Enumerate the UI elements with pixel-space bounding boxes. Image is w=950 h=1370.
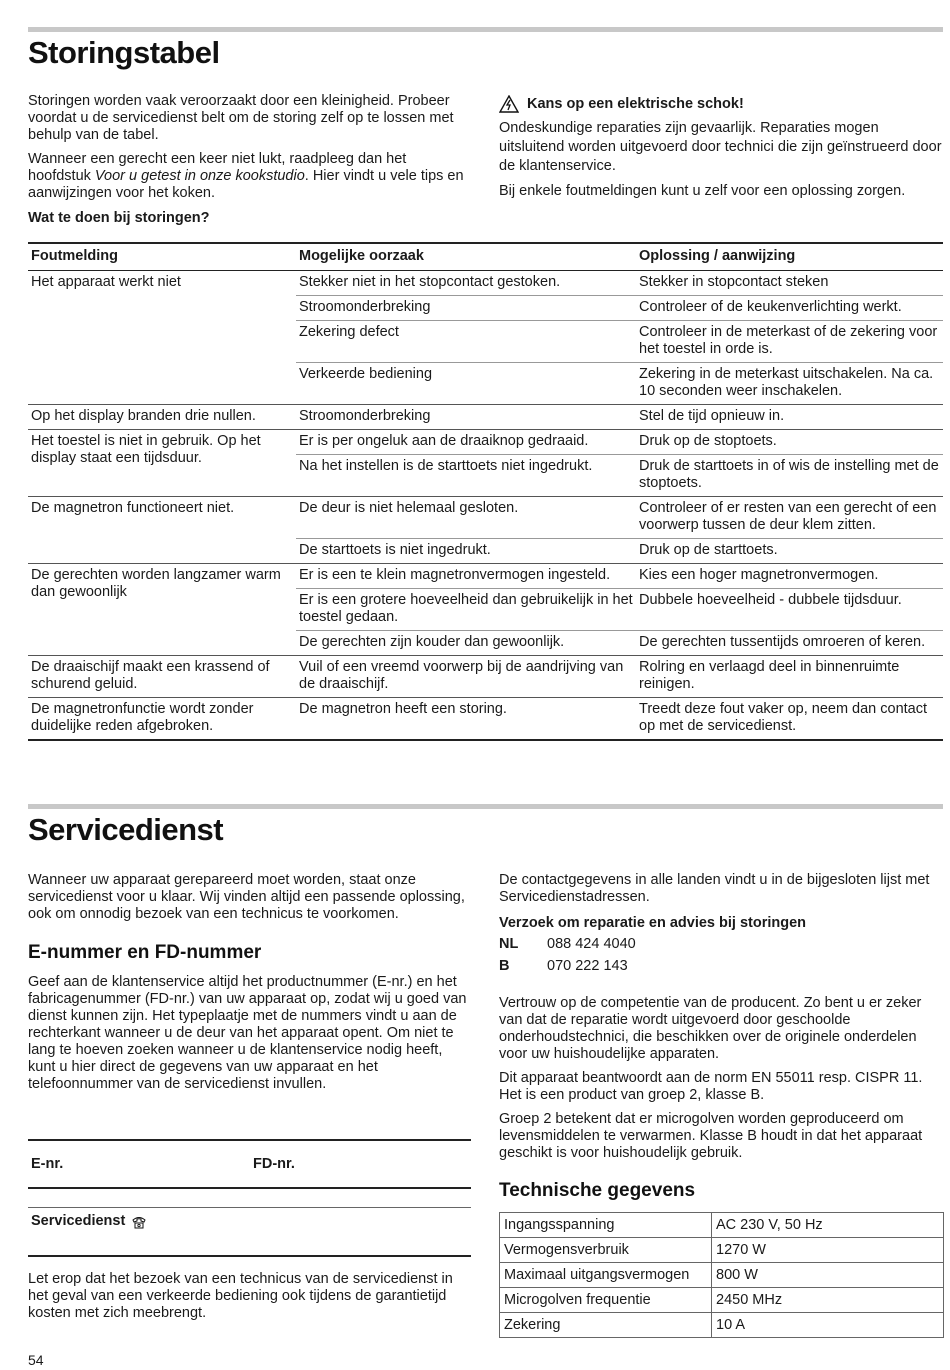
trust-text: Vertrouw op de competentie van de producent. Zo bent u er zeker van dat de reparatie wordt uitgevoerd door geschoolde onderhoudstechnici, die beschikken over de originele onderdelen voor uw huishoudelijke apparaten.: [499, 995, 922, 1062]
contact-row-b: [499, 958, 945, 975]
fault-table: [28, 242, 943, 741]
phone-number: 088 424 4040: [547, 936, 636, 952]
cause-cell: Vuil of een vreemd voorwerp bij de aandrijving van de draaischijf.: [296, 656, 636, 698]
column-header: Mogelijke oorzaak: [296, 243, 636, 271]
table-row: [500, 1238, 944, 1263]
servicedienst-right-column: [499, 872, 945, 1203]
cause-cell: Na het instellen is de starttoets niet ingedrukt.: [296, 455, 636, 497]
cause-cell: Verkeerde bediening: [296, 363, 636, 405]
column-header: Foutmelding: [28, 243, 296, 271]
table-row: [500, 1288, 944, 1313]
spec-key: Vermogensverbruik: [500, 1238, 712, 1263]
spec-key: Microgolven frequentie: [500, 1288, 712, 1313]
table-row: [28, 405, 943, 430]
cause-cell: De deur is niet helemaal gesloten.: [296, 497, 636, 539]
country-code: B: [499, 958, 510, 974]
page-number: 54: [28, 1352, 44, 1368]
cause-cell: De starttoets is niet ingedrukt.: [296, 539, 636, 564]
fault-cell: De gerechten worden langzamer warm dan gewoonlijk: [28, 564, 296, 656]
fix-cell: Stel de tijd opnieuw in.: [636, 405, 943, 430]
warning-box: [499, 95, 945, 207]
cause-cell: Stroomonderbreking: [296, 405, 636, 430]
table-row: [500, 1263, 944, 1288]
form-divider: [28, 1139, 471, 1141]
table-row: [28, 497, 943, 539]
contact-row-nl: [499, 936, 945, 953]
form-divider: [28, 1207, 471, 1208]
fix-cell: Druk de starttoets in of wis de instelling met de stoptoets.: [636, 455, 943, 497]
country-code: NL: [499, 936, 519, 952]
tech-heading: Technische gegevens: [499, 1180, 696, 1201]
intro-paragraph-2: Wanneer een gerecht een keer niet lukt, raadpleeg dan het hoofdstuk Voor u getest in onze kookstudio. Hier vindt u vele tips en aanwijzingen voor het koken.: [28, 151, 464, 201]
spec-key: Zekering: [500, 1313, 712, 1338]
section-divider: [28, 804, 943, 809]
fault-cell: Het toestel is niet in gebruik. Op het display staat een tijdsduur.: [28, 430, 296, 497]
cause-cell: Er is een te klein magnetronvermogen ingesteld.: [296, 564, 636, 589]
fault-cell: De magnetronfunctie wordt zonder duidelijke reden afgebroken.: [28, 698, 296, 741]
service-intro: Wanneer uw apparaat gerepareerd moet worden, staat onze servicedienst voor u klaar. Wij vinden altijd een passende oplossing, ook om onnodig bezoek van een technicus te voorkomen.: [28, 872, 465, 922]
column-header: Oplossing / aanwijzing: [636, 243, 943, 271]
service-field-label: Servicedienst: [31, 1213, 147, 1230]
form-divider: [28, 1187, 471, 1189]
enr-text: Geef aan de klantenservice altijd het productnummer (E-nr.) en het fabricagenummer (FD-nr.) van uw apparaat op, zodat wij u goed van dienst kunnen zijn. Het typeplaatje met de nummers vindt u aan de rechterkant wanneer u de deur van het apparaat opent. Om niet te lang te hoeven zoeken wanneer u de klantenservice nodig heeft, kunt u hier direct de gegevens van uw apparaat en het telefoonnummer van de servicedienst invullen.: [28, 974, 467, 1092]
spec-key: Ingangsspanning: [500, 1213, 712, 1238]
spec-value: AC 230 V, 50 Hz: [712, 1213, 944, 1238]
fix-cell: Kies een hoger magnetronvermogen.: [636, 564, 943, 589]
servicedienst-left-column: [28, 872, 470, 1100]
fix-cell: Druk op de starttoets.: [636, 539, 943, 564]
cause-cell: De gerechten zijn kouder dan gewoonlijk.: [296, 631, 636, 656]
table-row: [28, 656, 943, 698]
fix-cell: Rolring en verlaagd deel in binnenruimte reinigen.: [636, 656, 943, 698]
warning-triangle-icon: [499, 95, 519, 113]
phone-number: 070 222 143: [547, 958, 628, 974]
spec-value: 10 A: [712, 1313, 944, 1338]
norm-text: Dit apparaat beantwoordt aan de norm EN 55011 resp. CISPR 11. Het is een product van groep 2, klasse B.: [499, 1070, 923, 1103]
table-row: [28, 430, 943, 455]
fault-cell: Op het display branden drie nullen.: [28, 405, 296, 430]
contact-text: De contactgegevens in alle landen vindt u in de bijgesloten lijst met Servicedienstadressen.: [499, 872, 930, 905]
warning-heading: Kans op een elektrische schok!: [499, 95, 945, 113]
fault-cell: Het apparaat werkt niet: [31, 274, 181, 290]
table-row: [28, 564, 943, 589]
intro-paragraph: Storingen worden vaak veroorzaakt door een kleinigheid. Probeer voordat u de servicedienst belt om de storing zelf op te lossen met behulp van de tabel.: [28, 93, 454, 143]
cause-cell: Stroomonderbreking: [296, 296, 636, 321]
table-row: [500, 1313, 944, 1338]
fault-cell: De magnetron functioneert niet.: [28, 497, 296, 564]
enr-field-label: E-nr.: [31, 1156, 64, 1172]
storingstabel-intro: [28, 93, 470, 234]
cause-cell: Er is per ongeluk aan de draaiknop gedraaid.: [296, 430, 636, 455]
spec-key: Maximaal uitgangsvermogen: [500, 1263, 712, 1288]
repair-heading: Verzoek om reparatie en advies bij storingen: [499, 915, 807, 931]
spec-value: 800 W: [712, 1263, 944, 1288]
fix-cell: Controleer of de keukenverlichting werkt.: [636, 296, 943, 321]
table-header-row: [28, 243, 943, 271]
tech-table: [499, 1212, 944, 1338]
table-row: [28, 698, 943, 741]
spec-value: 2450 MHz: [712, 1288, 944, 1313]
cause-cell: Stekker niet in het stopcontact gestoken.: [299, 274, 561, 290]
section-title-servicedienst: Servicedienst: [28, 812, 224, 847]
fault-cell: De draaischijf maakt een krassend of schurend geluid.: [28, 656, 296, 698]
section-title-storingstabel: Storingstabel: [28, 35, 220, 70]
phone-icon: [131, 1215, 147, 1229]
cause-cell: Zekering defect: [296, 321, 636, 363]
fix-cell: Controleer in de meterkast of de zekering voor het toestel in orde is.: [636, 321, 943, 363]
fix-cell: Druk op de stoptoets.: [636, 430, 943, 455]
table-row: [500, 1213, 944, 1238]
fdnr-field-label: FD-nr.: [253, 1156, 295, 1172]
fix-cell: De gerechten tussentijds omroeren of keren.: [636, 631, 943, 656]
fix-cell: Dubbele hoeveelheid - dubbele tijdsduur.: [636, 589, 943, 631]
fix-cell: Controleer of er resten van een gerecht of een voorwerp tussen de deur klem zitten.: [636, 497, 943, 539]
cause-cell: Er is een grotere hoeveelheid dan gebruikelijk in het toestel gedaan.: [296, 589, 636, 631]
warning-text: Ondeskundige reparaties zijn gevaarlijk. Reparaties mogen uitsluitend worden uitgevoerd door technici die zijn geïnstrueerd door de klantenservice.: [499, 120, 942, 174]
section-divider: [28, 27, 943, 32]
form-divider: [28, 1255, 471, 1257]
table-row: [28, 271, 943, 296]
what-to-do-heading: Wat te doen bij storingen?: [28, 210, 210, 226]
chapter-reference: Voor u getest in onze kookstudio: [94, 168, 305, 184]
group-text: Groep 2 betekent dat er microgolven worden geproduceerd om levensmiddelen te verwarmen. Klasse B houdt in dat het apparaat geschikt is voor huishoudelijk gebruik.: [499, 1111, 923, 1161]
spec-value: 1270 W: [712, 1238, 944, 1263]
service-note: Let erop dat het bezoek van een technicus van de servicedienst in het geval van een verkeerde bediening ook tijdens de garantietijd kosten met zich meebrengt.: [28, 1271, 453, 1321]
warning-text-2: Bij enkele foutmeldingen kunt u zelf voor een oplossing zorgen.: [499, 183, 906, 199]
enr-heading: E-nummer en FD-nummer: [28, 942, 262, 963]
fix-cell: Stekker in stopcontact steken: [639, 274, 829, 290]
fix-cell: Treedt deze fout vaker op, neem dan contact op met de servicedienst.: [636, 698, 943, 741]
cause-cell: De magnetron heeft een storing.: [296, 698, 636, 741]
fix-cell: Zekering in de meterkast uitschakelen. Na ca. 10 seconden weer inschakelen.: [636, 363, 943, 405]
